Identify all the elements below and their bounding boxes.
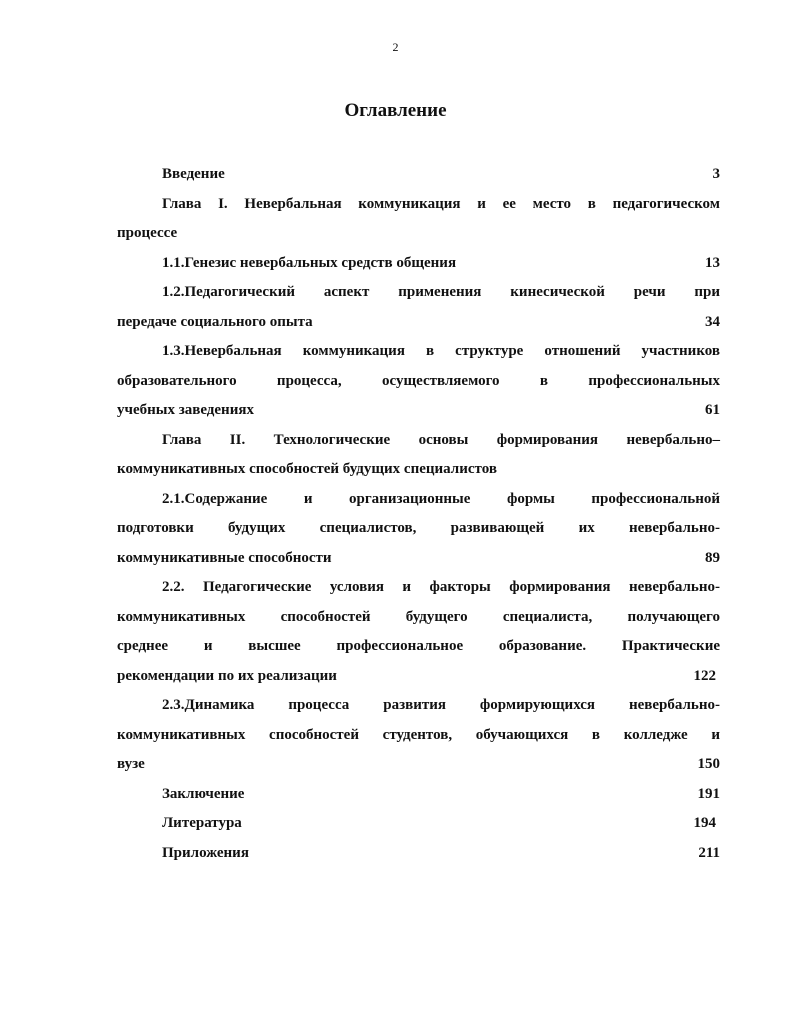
toc-entry-conclusion	[117, 780, 720, 810]
toc-line: Глава I. Невербальная коммуникация и ее место в педагогическом	[162, 195, 720, 212]
toc-page-number: 191	[697, 785, 720, 802]
toc-line: среднее и высшее профессиональное образование. Практические	[117, 638, 720, 654]
toc-line: учебных заведениях	[117, 402, 254, 418]
toc-line: подготовки будущих специалистов, развивающей их невербально-	[117, 520, 720, 536]
toc-last-line	[117, 750, 720, 780]
toc-section-1-2	[117, 278, 720, 337]
toc-entry-label: Литература	[162, 815, 242, 831]
toc-page-number: 122	[693, 667, 716, 684]
toc-section-2-2	[117, 573, 720, 691]
toc-last-line	[117, 662, 720, 692]
toc-line: Глава II. Технологические основы формирования невербально–	[162, 431, 720, 448]
toc-line: 2.3.Динамика процесса развития формирующихся невербально-	[162, 697, 720, 713]
toc-line: образовательного процесса, осуществляемого в профессиональных	[117, 372, 720, 389]
toc-line: 1.3.Невербальная коммуникация в структуре отношений участников	[162, 343, 720, 359]
toc-section-2-1	[117, 485, 720, 574]
toc-page-number: 150	[697, 756, 720, 772]
toc-last-line	[117, 544, 720, 574]
toc-section-2-3	[117, 691, 720, 780]
toc-entry-appendices	[117, 839, 720, 869]
table-of-contents	[117, 160, 720, 868]
toc-last-line	[117, 308, 720, 338]
toc-line: коммуникативных способностей студентов, обучающихся в колледже и	[117, 726, 720, 743]
toc-entry-label: Введение	[162, 166, 225, 182]
toc-line: рекомендации по их реализации	[117, 667, 337, 684]
toc-page-number: 194	[693, 815, 716, 831]
toc-chapter-2	[117, 426, 720, 485]
toc-page-number: 34	[705, 313, 720, 330]
toc-line: 1.2.Педагогический аспект применения кинесической речи при	[162, 284, 720, 300]
toc-page-number: 13	[705, 254, 720, 271]
toc-line: процессе	[117, 225, 178, 241]
toc-line: 2.2. Педагогические условия и факторы формирования невербально-	[162, 579, 720, 595]
toc-entry-label: 1.1.Генезис невербальных средств общения	[162, 254, 457, 271]
page-number: 2	[392, 40, 399, 54]
toc-page-number: 89	[705, 549, 720, 566]
toc-entry-intro	[117, 160, 720, 190]
toc-line: коммуникативные способности	[117, 549, 332, 566]
toc-line: коммуникативных способностей будущих специалистов	[117, 461, 497, 477]
toc-line: 2.1.Содержание и организационные формы профессиональной	[162, 490, 720, 507]
toc-page-number: 3	[712, 166, 720, 182]
toc-page-number: 61	[705, 402, 720, 418]
toc-line: вузе	[117, 756, 145, 772]
toc-entry-label: Заключение	[162, 785, 245, 802]
toc-section-1-1	[117, 249, 720, 279]
page-title: Оглавление	[344, 100, 447, 121]
toc-section-1-3	[117, 337, 720, 426]
toc-entry-literature	[117, 809, 720, 839]
toc-line: передаче социального опыта	[117, 313, 313, 330]
toc-chapter-1	[117, 190, 720, 249]
toc-last-line	[117, 396, 720, 426]
toc-entry-label: Приложения	[162, 844, 249, 861]
toc-page-number: 211	[698, 844, 720, 861]
toc-line: коммуникативных способностей будущего специалиста, получающего	[117, 608, 720, 625]
